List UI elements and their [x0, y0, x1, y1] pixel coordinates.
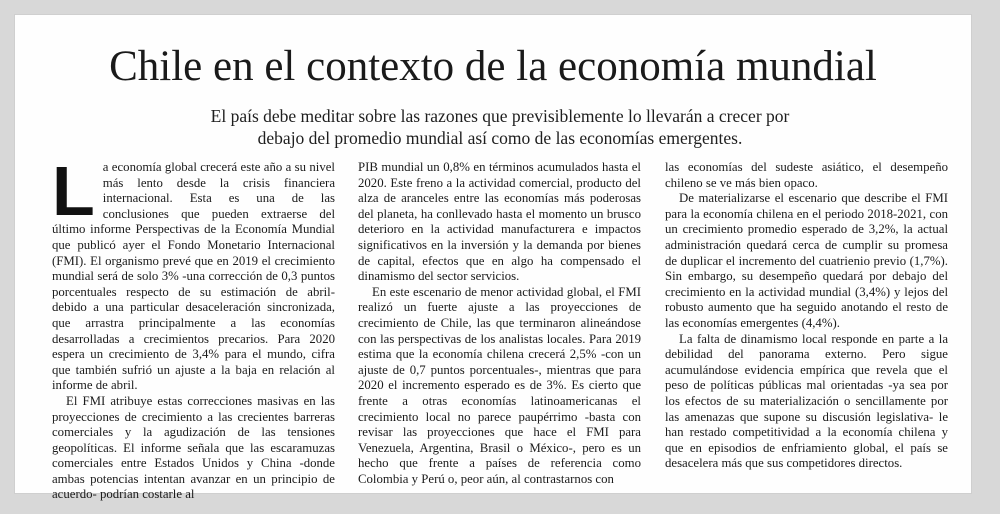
article-paragraph: En este escenario de menor actividad global, el FMI realizó un fuerte ajuste a las proyecciones de crecimiento de Chile, las que terminaron alineándose con las perspectivas de los analistas locales. Para 2019 estima que la economía chilena crecerá 2,5% -con un ajuste de 0,7 puntos porcentuales-, mientras que para 2020 el incremento esperado es de 3%. Es cierto que frente a otras economías latinoamericanas el crecimiento local no parece paupérrimo -basta con revisar las proyecciones que hace el FMI para Venezuela, Argentina, Brasil o México-, pero es un hecho que frente a países de referencia como Colombia y Perú o, peor aún, al contrastarnos con: [358, 284, 641, 486]
subhead-line-2: debajo del promedio mundial así como de las economías emergentes.: [257, 128, 743, 148]
article-paragraph: De materializarse el escenario que describe el FMI para la economía chilena en el periodo 2018-2021, con un crecimiento promedio esperado de 3,2%, la actual administración quedará cerca de cumplir su promesa de duplicar el incremento del cuatrienio previo (1,7%). Sin embargo, su desempeño quedará por debajo del crecimiento en la actividad mundial (3,4%) y lejos del robusto aumento que ha seguido anotando el resto de las economías emergentes (4,4%).: [665, 191, 948, 330]
article-subhead: [165, 105, 835, 149]
article-paragraph: las economías del sudeste asiático, el desempeño chileno se ve más bien opaco.: [665, 160, 948, 190]
article-headline: Chile en el contexto de la economía mundial: [109, 43, 877, 90]
article-paragraph: PIB mundial un 0,8% en términos acumulados hasta el 2020. Este freno a la actividad comercial, producto del alza de aranceles entre las economías más poderosas del planeta, ha conllevado hasta el momento un brusco deterioro en la actividad manufacturera e impactos significativos en la inversión y la demanda por bienes de capital, efectos que en algo ha compensado el dinamismo del sector servicios.: [358, 160, 641, 284]
article-column-3: [665, 160, 948, 472]
article-column-1: [52, 152, 335, 503]
subhead-line-1: El país debe meditar sobre las razones que previsiblemente lo llevarán a crecer por: [210, 106, 790, 126]
article-clipping: [14, 14, 972, 502]
article-paragraph: La falta de dinamismo local responde en parte a la debilidad del panorama externo. Pero sigue acumulándose evidencia empírica que revela que el peso de políticas públicas mal orientadas -ya sea por los efectos de su materialización o sencillamente por las amenazas que supone su discusión legislativa- le han restado competitividad a la economía chilena y que en episodios de enfriamiento global, el país se desacelera más que sus competidores directos.: [665, 331, 948, 471]
drop-cap: L: [52, 152, 95, 230]
article-column-2: [358, 160, 641, 487]
article-paragraph: [52, 152, 335, 394]
article-paragraph: El FMI atribuye estas correcciones masivas en las proyecciones de crecimiento a las crecientes barreras comerciales y la agudización de las tensiones geopolíticas. El informe señala que las escaramuzas comerciales entre Estados Unidos y China -donde ambas potencias intentan avanzar en un principio de acuerdo- podrían costarle al: [52, 393, 335, 502]
paragraph-text: a economía global crecerá este año a su nivel más lento desde la crisis financiera internacional. Esta es una de las conclusiones que pueden extraerse del último informe Perspectivas de la Economía Mundial que publicó ayer el Fondo Monetario Internacional (FMI). El organismo prevé que en 2019 el crecimiento mundial será de solo 3% -una corrección de 0,3 puntos porcentuales respecto de su estimación de abril- debido a una particular desaceleración sincronizada, que arrastra principalmente a las economías desarrolladas a crecimientos precarios. Para 2020 espera un crecimiento de 3,4% para el mundo, cifra que también sufrió un ajuste a la baja en relación al informe de abril.: [52, 160, 335, 393]
